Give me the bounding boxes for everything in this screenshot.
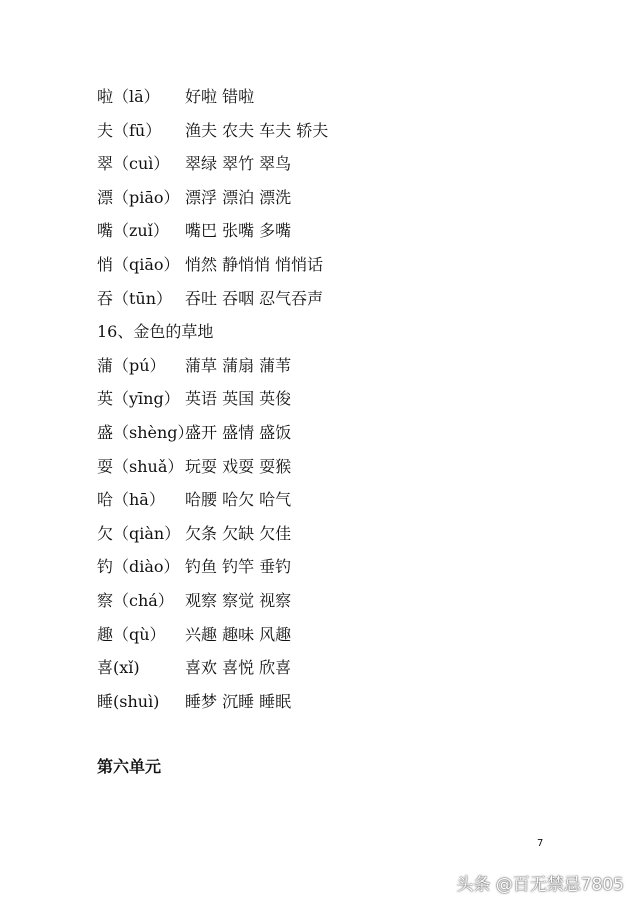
- character-pinyin: 漂（piāo）: [97, 187, 180, 207]
- character-pinyin: 英（yīng）: [97, 389, 180, 409]
- word-examples: 蒲草 蒲扇 蒲苇: [185, 355, 292, 375]
- character-pinyin: 蒲（pú）: [97, 355, 166, 375]
- list-item: [97, 147, 617, 181]
- word-examples: 漂浮 漂泊 漂洗: [185, 187, 292, 207]
- character-pinyin: 耍（shuǎ）: [97, 456, 184, 476]
- word-examples: 盛开 盛情 盛饭: [185, 422, 292, 442]
- word-examples: 兴趣 趣味 风趣: [185, 624, 292, 644]
- word-examples: 欠条 欠缺 欠佳: [185, 523, 292, 543]
- list-item: [97, 214, 617, 248]
- list-item: [97, 114, 617, 148]
- character-pinyin: 盛（shèng）: [97, 422, 194, 442]
- list-item: [97, 181, 617, 215]
- word-examples: 钓鱼 钓竿 垂钓: [185, 557, 292, 577]
- character-pinyin: 喜(xǐ): [97, 658, 140, 678]
- character-pinyin: 趣（qù）: [97, 624, 166, 644]
- watermark: 头条 @百无禁忌7805: [456, 875, 624, 895]
- list-item: [97, 584, 617, 618]
- character-pinyin: 钓（diào）: [97, 557, 180, 577]
- list-item: [97, 685, 617, 719]
- unit-heading: 第六单元: [97, 757, 162, 776]
- list-item: [97, 483, 617, 517]
- word-examples: 英语 英国 英俊: [185, 389, 292, 409]
- word-examples: 吞吐 吞咽 忍气吞声: [185, 288, 324, 308]
- word-examples: 渔夫 农夫 车夫 轿夫: [185, 120, 329, 140]
- word-examples: 喜欢 喜悦 欣喜: [185, 658, 292, 678]
- character-pinyin: 夫（fū）: [97, 120, 162, 140]
- list-item: [97, 248, 617, 282]
- word-examples: 好啦 错啦: [185, 87, 255, 106]
- character-pinyin: 啦（lā）: [97, 87, 160, 106]
- character-pinyin: 哈（hā）: [97, 490, 165, 510]
- vocabulary-list: [97, 80, 617, 718]
- word-examples: 哈腰 哈欠 哈气: [185, 490, 292, 510]
- word-examples: 嘴巴 张嘴 多嘴: [185, 221, 292, 241]
- list-item: [97, 550, 617, 584]
- word-examples: 悄然 静悄悄 悄悄话: [185, 254, 324, 274]
- word-examples: 翠绿 翠竹 翠鸟: [185, 154, 292, 174]
- list-item: [97, 416, 617, 450]
- character-pinyin: 察（chá）: [97, 590, 174, 610]
- list-item: [97, 618, 617, 652]
- list-item: [97, 282, 617, 316]
- character-pinyin: 翠（cuì）: [97, 154, 170, 174]
- word-examples: 玩耍 戏耍 耍猴: [185, 456, 292, 476]
- list-item: [97, 349, 617, 383]
- list-item: [97, 517, 617, 551]
- list-item: [97, 382, 617, 416]
- word-examples: 观察 察觉 视察: [185, 590, 292, 610]
- character-pinyin: 睡(shuì): [97, 691, 160, 711]
- list-item: [97, 450, 617, 484]
- lesson-title: 16、金色的草地: [97, 322, 214, 342]
- character-pinyin: 吞（tūn）: [97, 288, 173, 308]
- character-pinyin: 悄（qiāo）: [97, 254, 180, 274]
- character-pinyin: 嘴（zuǐ）: [97, 221, 169, 241]
- character-pinyin: 欠（qiàn）: [97, 523, 181, 543]
- list-item: [97, 80, 617, 114]
- list-item: [97, 651, 617, 685]
- word-examples: 睡梦 沉睡 睡眠: [185, 691, 292, 711]
- page-number: 7: [537, 838, 544, 849]
